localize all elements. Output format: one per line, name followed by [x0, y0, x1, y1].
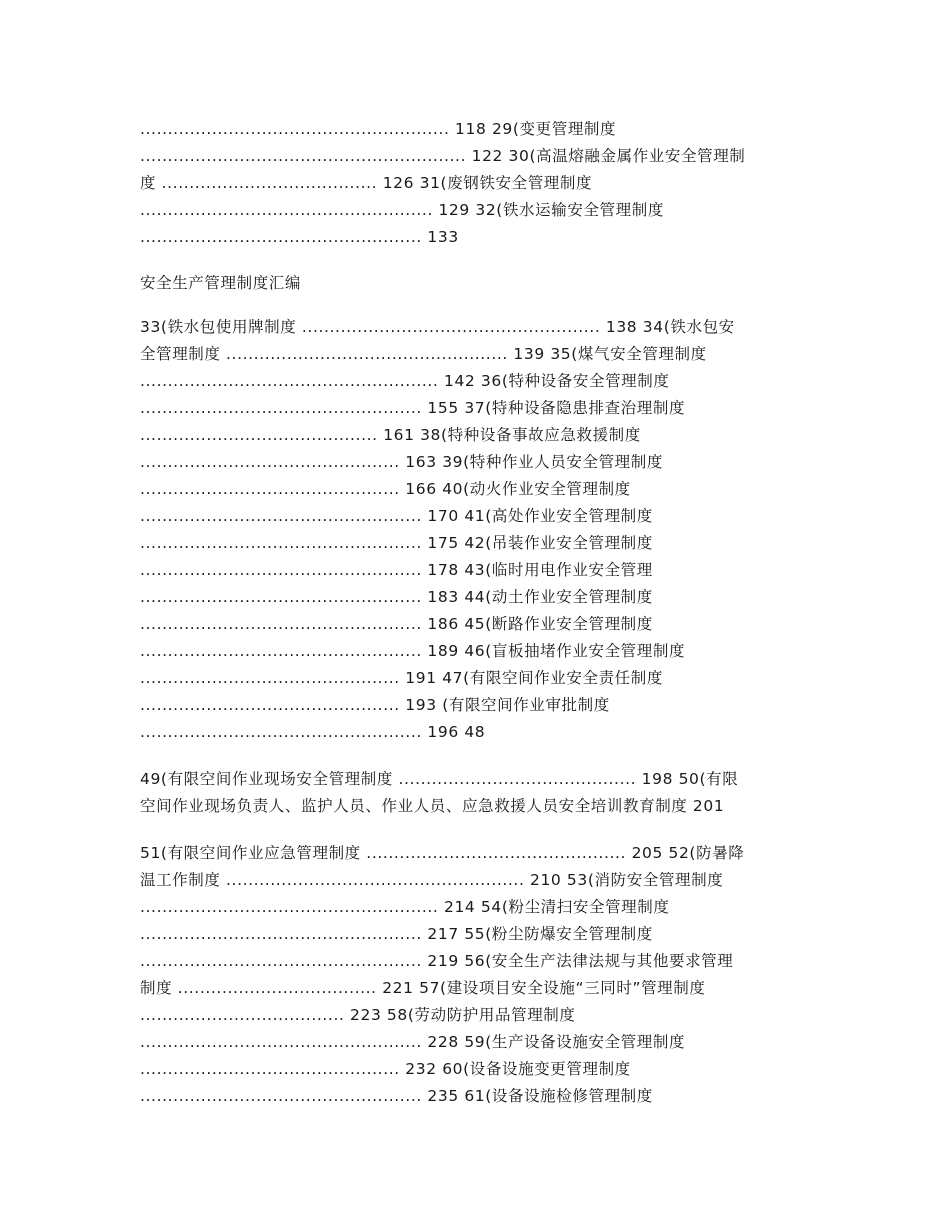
toc-line: ................................................... 175 42(吊装作业安全管理制度 — [140, 534, 653, 552]
toc-block-3 — [140, 766, 820, 820]
toc-line: 51(有限空间作业应急管理制度 ............................................... 205 52(防暑降 — [140, 844, 745, 862]
toc-line: ..................................... 223 58(劳动防护用品管理制度 — [140, 1006, 576, 1024]
section-heading-block — [140, 270, 820, 297]
toc-line: 空间作业现场负责人、监护人员、作业人员、应急救援人员安全培训教育制度 201 — [140, 797, 725, 815]
toc-line: ..................................................... 129 32(铁水运输安全管理制度 — [140, 201, 664, 219]
toc-line: ................................................... 189 46(盲板抽堵作业安全管理制度 — [140, 642, 686, 660]
toc-line: ................................................... 178 43(临时用电作业安全管理 — [140, 561, 653, 579]
toc-line: ...................................................... 214 54(粉尘清扫安全管理制度 — [140, 898, 670, 916]
toc-line: 49(有限空间作业现场安全管理制度 ........................................... 198 50(有限 — [140, 770, 739, 788]
toc-line: ............................................... 163 39(特种作业人员安全管理制度 — [140, 453, 663, 471]
toc-line: ............................................... 232 60(设备设施变更管理制度 — [140, 1060, 631, 1078]
toc-line: ...................................................... 142 36(特种设备安全管理制度 — [140, 372, 670, 390]
toc-line: ................................................... 170 41(高处作业安全管理制度 — [140, 507, 653, 525]
toc-block-4 — [140, 840, 820, 1110]
toc-line: ................................................... 219 56(安全生产法律法规与其他要求管理 — [140, 952, 734, 970]
toc-line: ............................................... 193 (有限空间作业审批制度 — [140, 696, 610, 714]
toc-line: ................................................... 196 48 — [140, 723, 486, 741]
toc-line: ................................................... 133 — [140, 228, 459, 246]
toc-line: ................................................... 186 45(断路作业安全管理制度 — [140, 615, 653, 633]
section-heading: 安全生产管理制度汇编 — [140, 274, 302, 292]
toc-line: 温工作制度 ...................................................... 210 53(消防安全管理制度 — [140, 871, 724, 889]
toc-line: 33(铁水包使用牌制度 ...................................................... 138 34(铁水包安 — [140, 318, 735, 336]
toc-block-1 — [140, 116, 820, 251]
toc-line: ................................................... 235 61(设备设施检修管理制度 — [140, 1087, 653, 1105]
toc-line: ........................................................... 122 30(高温熔融金属作业安全管理制 — [140, 147, 746, 165]
toc-line: ................................................... 155 37(特种设备隐患排查治理制度 — [140, 399, 686, 417]
toc-line: 度 ....................................... 126 31(废钢铁安全管理制度 — [140, 174, 593, 192]
toc-line: ............................................... 191 47(有限空间作业安全责任制度 — [140, 669, 663, 687]
toc-line: 全管理制度 ................................................... 139 35(煤气安全管理制度 — [140, 345, 707, 363]
toc-line: ................................................... 217 55(粉尘防爆安全管理制度 — [140, 925, 653, 943]
toc-line: ................................................... 228 59(生产设备设施安全管理制度 — [140, 1033, 686, 1051]
toc-line: 制度 .................................... 221 57(建设项目安全设施“三同时”管理制度 — [140, 979, 706, 997]
toc-line: ........................................................ 118 29(变更管理制度 — [140, 120, 617, 138]
toc-line: ........................................... 161 38(特种设备事故应急救援制度 — [140, 426, 641, 444]
toc-block-2 — [140, 314, 820, 746]
toc-line: ................................................... 183 44(动土作业安全管理制度 — [140, 588, 653, 606]
toc-line: ............................................... 166 40(动火作业安全管理制度 — [140, 480, 631, 498]
